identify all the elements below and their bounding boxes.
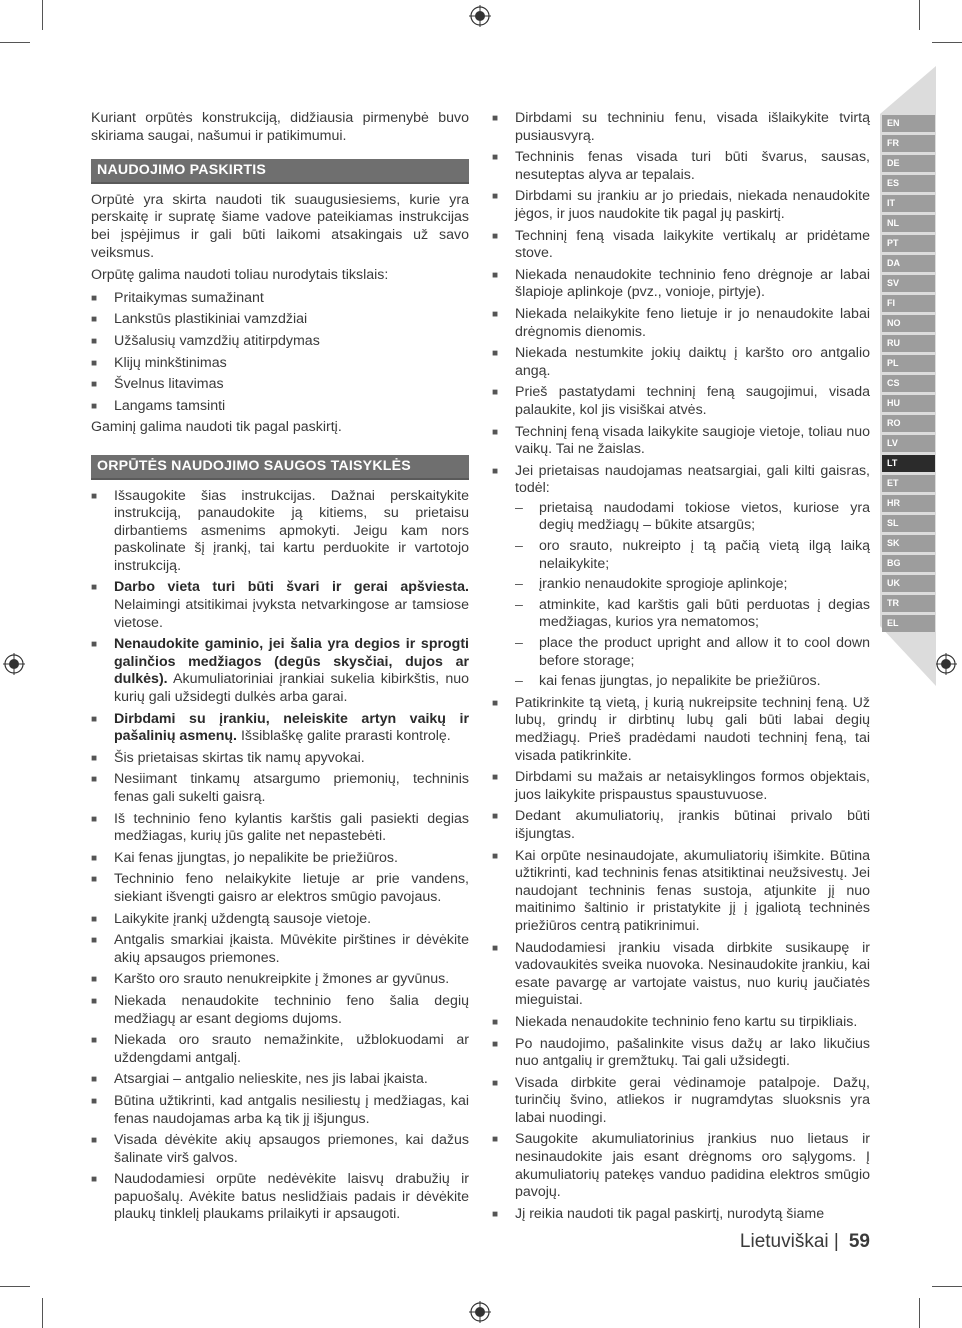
dash-item: – oro srauto, nukreipto į tą pačią vietą ilgą laiką nelaikykite; bbox=[515, 538, 870, 573]
usage-note: Gaminį galima naudoti tik pagal paskirtį. bbox=[91, 419, 342, 436]
language-tab-it[interactable]: IT bbox=[882, 195, 935, 212]
list-item: ■ Švelnus litavimas bbox=[91, 376, 469, 394]
language-tab-ru[interactable]: RU bbox=[882, 335, 935, 352]
list-item: ■ Techninio feno nelaikykite lietuje ar prie vandens, siekiant išvengti gaisro ar elektros smūgio pavojaus. bbox=[91, 871, 469, 906]
usage-purposes-intro: Orpūtę galima naudoti toliau nurodytais tikslais: bbox=[91, 267, 389, 284]
list-item bbox=[492, 463, 870, 691]
bold-lead: Darbo vieta turi būti švari ir gerai apšviesta. bbox=[114, 579, 469, 596]
registration-mark-icon bbox=[935, 653, 957, 675]
section-heading-usage: NAUDOJIMO PASKIRTIS bbox=[91, 159, 469, 184]
crop-mark bbox=[919, 0, 920, 30]
crop-mark bbox=[919, 1298, 920, 1328]
list-item: ■ Karšto oro srauto nenukreipkite į žmones ar gyvūnus. bbox=[91, 971, 469, 989]
registration-mark-icon bbox=[3, 653, 25, 675]
list-item: ■ Būtina užtikrinti, kad antgalis nesiliestų į medžiagas, kai fenas naudojamas arba ką tik jį išjungus. bbox=[91, 1093, 469, 1128]
left-column bbox=[91, 110, 469, 1228]
list-item: ■ Techninį feną visada laikykite saugioje vietoje, toliau nuo vaikų. Tai ne žaislas. bbox=[492, 424, 870, 459]
bold-lead: Dirbdami su įrankiu, neleiskite artyn vaikų ir pašalinių asmenų. bbox=[114, 710, 469, 745]
language-tab-hr[interactable]: HR bbox=[882, 495, 935, 512]
dash-item: – įrankio nenaudokite sprogioje aplinkoje; bbox=[515, 576, 870, 594]
right-column bbox=[492, 110, 870, 1227]
dash-item: – kai fenas įjungtas, jo nepalikite be priežiūros. bbox=[515, 673, 870, 691]
language-tab-no[interactable]: NO bbox=[882, 315, 935, 332]
language-tab-da[interactable]: DA bbox=[882, 255, 935, 272]
list-item bbox=[91, 711, 469, 746]
language-tabs bbox=[882, 115, 935, 635]
safety-list bbox=[91, 488, 469, 1225]
language-tab-et[interactable]: ET bbox=[882, 475, 935, 492]
list-item: ■ Dirbdami su techniniu fenu, visada išlaikykite tvirtą pusiausvyrą. bbox=[492, 110, 870, 145]
list-item: ■ Lankstūs plastikiniai vamzdžiai bbox=[91, 311, 469, 329]
list-item: ■ Laikykite įrankį uždengtą sausoje vietoje. bbox=[91, 911, 469, 929]
list-item: ■ Nesiimant tinkamų atsargumo priemonių, techninis fenas gali sukelti gaisrą. bbox=[91, 771, 469, 806]
list-item: ■ Užšalusių vamzdžių atitirpdymas bbox=[91, 333, 469, 351]
item-text: Akumuliatoriniai įrankiai sukelia kibirkštis, nuo kurių gali užsidegti dulkės arba garai. bbox=[114, 671, 469, 706]
dash-item: – place the product upright and allow it to cool down before storage; bbox=[515, 635, 870, 670]
list-item: ■ Dirbdami su mažais ar netaisyklingos formos objektais, juos laikykite prispaustus spaustuvuose. bbox=[492, 769, 870, 804]
list-item: ■ Niekada nestumkite jokių daiktų į karšto oro antgalio angą. bbox=[492, 345, 870, 380]
list-item: ■ Po naudojimo, pašalinkite visus dažų ar lako likučius nuo antgalių ir gremžtukų. Tai gali užsidegti. bbox=[492, 1036, 870, 1071]
list-item: ■ Visada dėvėkite akių apsaugos priemones, kai dažus šalinate virš galvos. bbox=[91, 1132, 469, 1167]
dash-item: – atminkite, kad karštis gali būti perduotas į degias medžiagas, kurios yra nematomos; bbox=[515, 597, 870, 632]
language-tab-uk[interactable]: UK bbox=[882, 575, 935, 592]
list-item: ■ Niekada nenaudokite techninio feno drėgnoje ar labai šlapioje aplinkoje (pvz., vonioje, pirtyje). bbox=[492, 267, 870, 302]
registration-mark-icon bbox=[469, 5, 491, 27]
list-item: ■ Niekada oro srauto nemažinkite, užblokuodami ar uždengdami antgalį. bbox=[91, 1032, 469, 1067]
language-tab-cs[interactable]: CS bbox=[882, 375, 935, 392]
safety-list-continued bbox=[492, 110, 870, 1223]
section-heading-safety: ORPŪTĖS NAUDOJIMO SAUGOS TAISYKLĖS bbox=[91, 455, 469, 480]
language-tab-nl[interactable]: NL bbox=[882, 215, 935, 232]
list-item: ■ Išsaugokite šias instrukcijas. Dažnai perskaitykite instrukciją, panaudokite ją kitiems, su prietaisu dirbantiems asmenims apmokyti. Jeigu kam nors paskolinate šį įrankį, tai kartu perduokite ir vartotojo instrukciją. bbox=[91, 488, 469, 576]
list-item: ■ Naudodamiesi orpūte nedėvėkite laisvų drabužių ir papuošalų. Avėkite batus neslidžiais padais ir dėvėkite plaukų tinklelį plaukams prilaikyti ir apsaugoti. bbox=[91, 1171, 469, 1224]
list-item bbox=[91, 579, 469, 632]
list-item: ■ Langams tamsinti bbox=[91, 398, 469, 416]
language-tab-hu[interactable]: HU bbox=[882, 395, 935, 412]
item-text: Jei prietaisas naudojamas neatsargiai, gali kilti gaisras, todėl: bbox=[515, 462, 870, 497]
list-item: ■ Saugokite akumuliatorinius įrankius nuo lietaus ir nesinaudokite jais esant drėgnoms oro sąlygoms. Į akumuliatorių patekęs vanduo padidina elektros smūgio pavojų. bbox=[492, 1131, 870, 1201]
language-tab-ro[interactable]: RO bbox=[882, 415, 935, 432]
list-item: ■ Kai fenas įjungtas, jo nepalikite be priežiūros. bbox=[91, 850, 469, 868]
list-item: ■ Atsargiai – antgalio nelieskite, nes jis labai įkaista. bbox=[91, 1071, 469, 1089]
language-tab-en[interactable]: EN bbox=[882, 115, 935, 132]
crop-mark bbox=[42, 0, 43, 30]
language-tab-es[interactable]: ES bbox=[882, 175, 935, 192]
crop-mark bbox=[0, 42, 30, 43]
list-item bbox=[91, 636, 469, 706]
list-item: ■ Klijų minkštinimas bbox=[91, 355, 469, 373]
language-tab-sl[interactable]: SL bbox=[882, 515, 935, 532]
list-item: ■ Kai orpūte nesinaudojate, akumuliatorių išimkite. Būtina užtikrinti, kad techninis fenas atsitiktinai neužsivestų. Jei naudojant techninis fenas sustoja, atjunkite jį nuo maitinimo šaltinio ir pristatykite jį į įgaliotą techninės priežiūros centrą patikrinimui. bbox=[492, 848, 870, 936]
language-tab-lt[interactable]: LT bbox=[882, 455, 935, 472]
language-tab-sv[interactable]: SV bbox=[882, 275, 935, 292]
crop-mark bbox=[932, 1286, 962, 1287]
list-item: ■ Dirbdami su įrankiu ar jo priedais, niekada nenaudokite jėgos, ir juos naudokite tik pagal jų paskirtį. bbox=[492, 188, 870, 223]
list-item: ■ Dedant akumuliatorių, įrankis būtinai privalo būti išjungtas. bbox=[492, 808, 870, 843]
list-item: ■ Visada dirbkite gerai vėdinamoje patalpoje. Dažų, turinčių švino, atliekos ir nugramdytas sluoksnis yra labai nuodingi. bbox=[492, 1075, 870, 1128]
item-text: Išsiblaškę galite prarasti kontrolę. bbox=[237, 728, 451, 745]
list-item: ■ Techninį feną visada laikykite vertikalų ar pridėtame stove. bbox=[492, 228, 870, 263]
language-tab-tr[interactable]: TR bbox=[882, 595, 935, 612]
footer-language: Lietuviškai | bbox=[739, 1231, 839, 1252]
crop-mark bbox=[42, 1298, 43, 1328]
list-item: ■ Pritaikymas sumažinant bbox=[91, 290, 469, 308]
crop-mark bbox=[932, 42, 962, 43]
dash-item: – prietaisą naudodami tokiose vietos, kuriose yra degių medžiagų – būkite atsargūs; bbox=[515, 500, 870, 535]
list-item: ■ Patikrinkite tą vietą, į kurią nukreipsite techninį feną. Už lubų, grindų ir dirbtinų lubų gali būti labai degių medžiagų. Prieš pradėdami naudoti techninį feną, tai visada patikrinkite. bbox=[492, 695, 870, 765]
crop-mark bbox=[0, 1286, 30, 1287]
language-tab-de[interactable]: DE bbox=[882, 155, 935, 172]
language-tab-pt[interactable]: PT bbox=[882, 235, 935, 252]
list-item: ■ Jį reikia naudoti tik pagal paskirtį, nurodytą šiame bbox=[492, 1206, 870, 1224]
item-text: Nelaimingi atsitikimai įvyksta netvarkingose ar tamsiose vietose. bbox=[114, 597, 469, 631]
list-item: ■ Techninis fenas visada turi būti švarus, sausas, nesuteptas alyva ar tepalais. bbox=[492, 149, 870, 184]
list-item: ■ Prieš pastatydami techninį feną saugojimui, visada palaukite, kol jis visiškai atvės. bbox=[492, 384, 870, 419]
language-tab-sk[interactable]: SK bbox=[882, 535, 935, 552]
language-tab-fi[interactable]: FI bbox=[882, 295, 935, 312]
list-item: ■ Naudodamiesi įrankiu visada dirbkite susikaupę ir vadovaukitės sveika nuovoka. Nesinaudokite įrankiu, kai esate pavargę ar vartojate vaistus, nuo kurių jaučiatės mieguistai. bbox=[492, 940, 870, 1010]
language-tab-el[interactable]: EL bbox=[882, 615, 935, 632]
registration-mark-icon bbox=[469, 1301, 491, 1323]
page-footer bbox=[740, 1231, 870, 1253]
list-item: ■ Antgalis smarkiai įkaista. Mūvėkite pirštines ir dėvėkite akių apsaugos priemones. bbox=[91, 932, 469, 967]
language-tab-fr[interactable]: FR bbox=[882, 135, 935, 152]
page-number: 59 bbox=[848, 1231, 870, 1252]
list-item: ■ Šis prietaisas skirtas tik namų apyvokai. bbox=[91, 750, 469, 768]
language-tab-bg[interactable]: BG bbox=[882, 555, 935, 572]
list-item: ■ Niekada nenaudokite techninio feno šalia degių medžiagų ar esant degioms dujoms. bbox=[91, 993, 469, 1028]
list-item: ■ Niekada nelaikykite feno lietuje ir jo nenaudokite labai drėgnomis dienomis. bbox=[492, 306, 870, 341]
language-tab-lv[interactable]: LV bbox=[882, 435, 935, 452]
intro-paragraph: Kuriant orpūtės konstrukciją, didžiausia pirmenybė buvo skiriama saugai, našumui ir patikimumui. bbox=[91, 110, 469, 144]
usage-list bbox=[91, 290, 469, 416]
language-tab-pl[interactable]: PL bbox=[882, 355, 935, 372]
bold-lead: Nenaudokite gaminio, jei šalia yra degios ir sprogti galinčios medžiagos (degūs skysčiai, dujos ar dulkės). bbox=[114, 636, 469, 688]
usage-paragraph: Orpūtė yra skirta naudoti tik suaugusiesiems, kurie yra perskaitę ir supratę šiame vadove pateikiamas instrukcijas bei įspėjimus ir gali būti laikomi atsakingais už savo veiksmus. bbox=[91, 191, 469, 261]
list-item: ■ Iš techninio feno kylantis karštis gali pasiekti degias medžiagas, kurių jūs galite net nepastebėti. bbox=[91, 811, 469, 846]
fire-dash-list bbox=[515, 500, 870, 691]
list-item: ■ Niekada nenaudokite techninio feno kartu su tirpikliais. bbox=[492, 1014, 870, 1032]
